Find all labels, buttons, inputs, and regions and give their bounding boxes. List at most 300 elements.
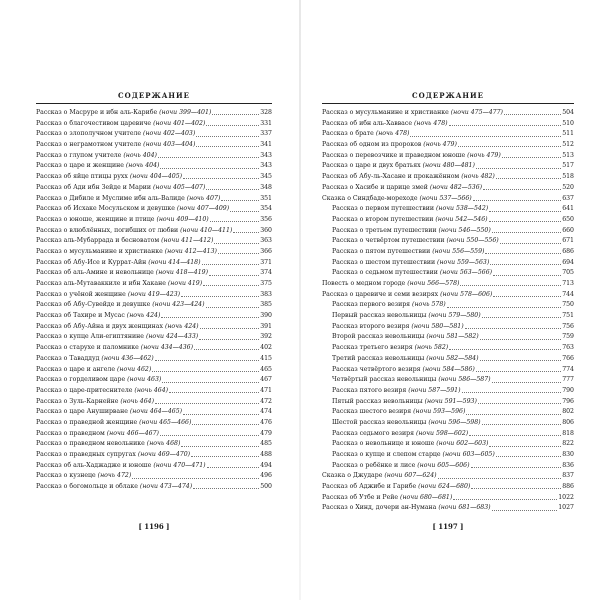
toc-entry	[322, 418, 574, 429]
toc-entry-text	[332, 365, 475, 376]
toc-entry	[36, 343, 272, 354]
toc-entry-nights: (ночь 468)	[146, 440, 181, 448]
toc-entry-page: 479	[260, 429, 272, 437]
toc-leader-dots	[466, 409, 561, 415]
toc-entry-text	[36, 226, 232, 237]
toc-entry-nights: (ночь 424)	[164, 322, 199, 330]
toc-entry-nights: (ночи 579—580)	[428, 312, 481, 320]
toc-entry-page: 777	[562, 376, 574, 384]
toc-entry-title: Рассказ шестого везиря	[332, 408, 412, 416]
toc-entry-page: 345	[260, 173, 272, 181]
toc-leader-dots	[489, 441, 561, 447]
toc-entry-nights: (ночи 419)	[167, 280, 203, 287]
toc-entry	[36, 226, 272, 237]
toc-entry-nights: (ночи 482—536)	[429, 183, 483, 191]
toc-entry-page: 371	[260, 258, 272, 266]
toc-entry-page: 694	[562, 258, 574, 266]
toc-entry	[36, 375, 272, 386]
toc-entry-nights: (ночи 419—423)	[127, 290, 181, 298]
toc-entry-nights: (ночи 680—681)	[400, 493, 453, 501]
toc-entry	[322, 311, 574, 322]
toc-entry-text	[322, 140, 457, 151]
toc-entry	[322, 343, 574, 354]
toc-entry-page: 744	[562, 290, 574, 298]
toc-leader-dots	[476, 163, 561, 169]
toc-leader-dots	[471, 462, 562, 468]
toc-entry-title: Рассказ об Ади ибн Зейде и Марии	[36, 183, 152, 191]
toc-leader-dots	[449, 120, 562, 126]
toc-entry	[322, 204, 574, 215]
toc-entry-page: 331	[260, 119, 272, 127]
toc-leader-dots	[203, 280, 259, 286]
toc-entry-text	[322, 172, 495, 183]
toc-leader-dots	[192, 419, 259, 425]
toc-entry	[36, 119, 272, 130]
toc-entry	[36, 247, 272, 258]
toc-entry-text	[36, 215, 209, 226]
toc-entry	[36, 140, 272, 151]
toc-entry-title: Рассказ о праведной женщине	[36, 418, 138, 426]
toc-entry-text	[322, 493, 452, 504]
toc-entry	[322, 129, 574, 140]
left-toc-list	[36, 108, 272, 493]
toc-leader-dots	[478, 398, 561, 404]
toc-entry-page: 822	[562, 440, 574, 448]
toc-entry-nights: (ночь 404)	[125, 162, 160, 170]
toc-entry-title: Рассказ об Утбе и Рейе	[322, 493, 399, 501]
toc-entry-nights: (ночи 418—419)	[155, 269, 209, 277]
toc-entry-nights: (ночи 470—471)	[153, 461, 206, 469]
toc-entry	[36, 151, 272, 162]
toc-entry	[322, 183, 574, 194]
toc-entry-page: 510	[562, 119, 574, 127]
toc-entry-page: 518	[562, 173, 574, 181]
toc-entry-text	[322, 183, 482, 194]
toc-leader-dots	[162, 377, 259, 383]
toc-leader-dots	[199, 334, 259, 340]
toc-entry-page: 759	[562, 333, 574, 341]
toc-entry-title: Рассказ об аль-Амине и невольнице	[36, 269, 154, 277]
toc-entry-nights: (ночь 479)	[467, 151, 501, 159]
left-page-header: СОДЕРЖАНИЕ	[118, 91, 190, 100]
toc-entry-page: 351	[260, 194, 272, 202]
toc-entry-nights: (ночи 412—413)	[164, 247, 217, 255]
toc-entry-text	[332, 461, 470, 472]
toc-leader-dots	[214, 238, 259, 244]
toc-entry-title: Рассказ пятого везиря	[332, 386, 407, 394]
toc-entry-title: Рассказ об Аджибе и Гарибе	[322, 483, 417, 491]
toc-leader-dots	[496, 451, 561, 457]
toc-entry-page: 383	[260, 290, 272, 298]
toc-leader-dots	[449, 344, 561, 350]
toc-leader-dots	[485, 248, 561, 254]
toc-entry-nights: (ночи 624—680)	[418, 483, 471, 491]
toc-entry-text	[322, 482, 470, 493]
toc-entry-title: Рассказ о четвёртом путешествии	[332, 237, 445, 245]
toc-leader-dots	[183, 409, 259, 415]
toc-entry-nights: (ночь 472)	[97, 472, 132, 480]
toc-entry-page: 671	[562, 237, 574, 245]
toc-entry-text	[36, 194, 220, 205]
toc-entry-nights: (ночи 410—411)	[180, 226, 233, 234]
toc-leader-dots	[500, 238, 562, 244]
toc-leader-dots	[438, 473, 562, 479]
toc-leader-dots	[193, 483, 259, 489]
toc-leader-dots	[492, 227, 561, 233]
toc-entry-text	[36, 418, 191, 429]
toc-entry-nights: (ночи 399—401)	[159, 109, 212, 116]
toc-entry	[36, 236, 272, 247]
toc-entry-nights: (ночи 566—578)	[407, 280, 460, 287]
toc-leader-dots	[447, 302, 562, 308]
toc-entry-title: Рассказ о мусульманине и христианке	[322, 109, 449, 116]
toc-entry-nights: (ночи 409—410)	[156, 215, 209, 223]
toc-entry-text	[332, 236, 499, 247]
toc-leader-dots	[480, 355, 562, 361]
toc-entry	[322, 279, 574, 290]
toc-entry-text	[36, 450, 190, 461]
toc-entry	[322, 140, 574, 151]
toc-entry-page: 402	[260, 344, 272, 352]
toc-entry-page: 375	[260, 280, 272, 287]
toc-entry	[36, 365, 272, 376]
toc-entry-title: Пятый рассказ невольницы	[332, 397, 423, 405]
toc-entry-nights: (ночь 478)	[413, 119, 448, 127]
toc-entry-text	[36, 204, 229, 215]
toc-entry-page: 641	[562, 205, 574, 213]
toc-entry-nights: (ночи 404—405)	[129, 173, 183, 181]
toc-entry-title: Рассказ о праведных супругах	[36, 451, 136, 458]
toc-entry-text	[36, 482, 192, 493]
toc-entry-page: 774	[562, 365, 574, 373]
toc-entry-text	[36, 151, 157, 162]
toc-leader-dots	[465, 323, 562, 329]
toc-entry-title: Рассказ об яйце птицы рухх	[36, 173, 128, 181]
toc-entry-text	[36, 119, 205, 130]
toc-entry-page: 637	[562, 194, 574, 202]
toc-leader-dots	[489, 206, 561, 212]
toc-entry-page: 836	[562, 461, 574, 469]
toc-entry	[36, 332, 272, 343]
toc-entry-page: 363	[260, 237, 272, 245]
toc-entry-title: Сказка о Синдбаде-мореходе	[322, 194, 418, 202]
toc-entry	[36, 471, 272, 482]
toc-entry	[322, 215, 574, 226]
toc-entry-nights: (ночи 587—591)	[408, 386, 461, 394]
toc-entry-text	[36, 268, 208, 279]
toc-entry-text	[36, 439, 180, 450]
toc-entry-title: Рассказ о глупом учителе	[36, 151, 122, 159]
toc-entry-title: Рассказ о Хинд, дочери ан-Нумана	[322, 504, 437, 512]
toc-entry-nights: (ночь 407)	[186, 194, 221, 202]
toc-entry-page: 513	[562, 151, 574, 159]
toc-entry-title: Рассказ о Дибиле и Муслиме ибн аль-Валиде	[36, 194, 185, 202]
toc-entry-nights: (ночи 411—412)	[161, 237, 214, 245]
toc-entry-text	[36, 247, 217, 258]
toc-entry	[36, 300, 272, 311]
toc-leader-dots	[480, 334, 562, 340]
toc-entry-title: Рассказ о пятом путешествии	[332, 247, 431, 255]
toc-entry-text	[36, 172, 182, 183]
toc-entry-page: 337	[260, 130, 272, 138]
toc-entry-title: Рассказ об Тахире и Мусас	[36, 312, 125, 320]
toc-entry-page: 485	[260, 440, 272, 448]
toc-entry-title: Рассказ о юноше, женщине и птице	[36, 215, 155, 223]
toc-entry-page: 392	[260, 333, 272, 341]
toc-entry	[36, 161, 272, 172]
toc-entry-title: Рассказ седьмого везиря	[332, 429, 414, 437]
toc-entry-title: Рассказ о перевозчике и праведном юноше	[322, 151, 466, 159]
toc-entry-title: Рассказ о невольнице и юноше	[332, 440, 435, 448]
toc-entry-text	[332, 204, 488, 215]
toc-entry-text	[322, 194, 472, 205]
toc-entry-page: 476	[260, 418, 272, 426]
toc-entry-nights: (ночи 681—683)	[438, 504, 491, 512]
toc-entry-text	[36, 108, 211, 119]
toc-entry-page: 818	[562, 429, 574, 437]
toc-entry-text	[322, 119, 448, 130]
toc-leader-dots	[471, 483, 561, 489]
toc-entry-text	[332, 332, 479, 343]
toc-entry-nights: (ночи 462)	[117, 365, 152, 373]
toc-entry-page: 471	[260, 386, 272, 394]
toc-entry-page: 517	[562, 162, 574, 170]
toc-entry-page: 512	[562, 141, 574, 149]
toc-entry-title: Четвёртый рассказ невольницы	[332, 376, 437, 384]
toc-leader-dots	[160, 163, 259, 169]
toc-entry-text	[332, 354, 479, 365]
toc-entry-page: 360	[260, 226, 272, 234]
toc-entry-text	[332, 343, 448, 354]
toc-entry-nights: (ночи 582—584)	[426, 354, 479, 362]
toc-entry-text	[332, 247, 484, 258]
toc-entry-title: Рассказ об Абу-Сувейде и девушке	[36, 301, 151, 309]
toc-entry-title: Рассказ о злополучном учителе	[36, 130, 142, 138]
toc-entry-title: Рассказ о учёной женщине	[36, 290, 126, 298]
toc-entry-title: Рассказ о благочестивом царевиче	[36, 119, 152, 127]
toc-entry-nights: (ночи 607—624)	[384, 472, 437, 480]
toc-leader-dots	[493, 291, 561, 297]
toc-entry-text	[36, 471, 131, 482]
toc-entry	[36, 258, 272, 269]
toc-entry-page: 713	[562, 280, 574, 287]
toc-entry-title: Рассказ об Абу-Исе и Куррат-Айн	[36, 258, 147, 266]
toc-entry-title: Рассказ аль-Мутаваккиле и ибн Хакане	[36, 280, 166, 287]
toc-entry-text	[332, 418, 481, 429]
toc-entry-title: Повесть о медном городе	[322, 280, 406, 287]
toc-leader-dots	[453, 494, 557, 500]
toc-entry-text	[332, 215, 488, 226]
toc-entry-title: Рассказ о купце и слепом старце	[332, 451, 441, 458]
toc-leader-dots	[233, 227, 259, 233]
toc-entry-nights: (ночи 546—550)	[438, 226, 491, 234]
toc-entry-nights: (ночь 478)	[375, 130, 410, 138]
toc-entry-text	[36, 279, 202, 290]
toc-entry	[36, 204, 272, 215]
toc-entry-text	[322, 471, 437, 482]
toc-entry	[322, 151, 574, 162]
toc-entry-title: Рассказ об Исхаке Мосульском и девушке	[36, 205, 175, 213]
toc-entry-nights: (ночи 578—606)	[440, 290, 493, 298]
toc-entry-nights: (ночи 581—582)	[426, 333, 479, 341]
toc-entry-text	[36, 161, 159, 172]
toc-entry	[322, 322, 574, 333]
toc-entry-text	[332, 450, 495, 461]
toc-leader-dots	[191, 451, 259, 457]
toc-entry-nights: (ночь 582)	[414, 344, 449, 352]
toc-leader-dots	[469, 430, 561, 436]
toc-leader-dots	[155, 398, 259, 404]
toc-entry	[36, 429, 272, 440]
toc-leader-dots	[482, 419, 562, 425]
toc-entry-title: Рассказ о шестом путешествии	[332, 258, 436, 266]
toc-entry-text	[36, 354, 154, 365]
toc-entry-page: 763	[562, 344, 574, 352]
toc-entry-title: Рассказ о Таваддуд	[36, 354, 100, 362]
toc-entry	[322, 365, 574, 376]
toc-leader-dots	[152, 366, 259, 372]
toc-leader-dots	[155, 355, 260, 361]
toc-entry-nights: (ночи 598—602)	[415, 429, 469, 437]
toc-entry-text	[36, 375, 161, 386]
toc-entry	[322, 172, 574, 183]
toc-leader-dots	[221, 195, 259, 201]
toc-entry-text	[322, 290, 492, 301]
toc-entry-text	[36, 386, 168, 397]
toc-entry-page: 790	[562, 386, 574, 394]
toc-entry-nights: (ночи 584—586)	[422, 365, 475, 373]
toc-leader-dots	[202, 259, 260, 265]
toc-entry-title: Рассказ аль-Мубаррада и бесноватом	[36, 237, 160, 245]
toc-leader-dots	[490, 259, 561, 265]
toc-entry-page: 802	[562, 408, 574, 416]
toc-entry-page: 511	[562, 130, 574, 138]
toc-entry	[322, 258, 574, 269]
toc-entry-page: 830	[562, 451, 574, 458]
toc-entry-page: 1027	[558, 504, 574, 512]
toc-entry-page: 415	[260, 354, 272, 362]
toc-entry-nights: (ночи 580—581)	[411, 322, 464, 330]
toc-entry-nights: (ночи 538—542)	[435, 205, 489, 213]
toc-entry-title: Рассказ о царе Ануширване	[36, 408, 128, 416]
toc-entry-nights: (ночи 602—603)	[436, 440, 489, 448]
toc-entry-page: 467	[260, 376, 272, 384]
toc-entry-nights: (ночи 559—563)	[437, 258, 490, 266]
toc-entry-title: Рассказ четвёртого везиря	[332, 365, 421, 373]
toc-leader-dots	[230, 206, 259, 212]
toc-entry-page: 504	[562, 109, 574, 116]
toc-entry	[36, 215, 272, 226]
toc-entry-text	[36, 258, 201, 269]
toc-entry-title: Рассказ о мусульманине и христианке	[36, 247, 163, 255]
toc-entry-text	[322, 279, 459, 290]
toc-entry	[322, 236, 574, 247]
toc-entry-title: Рассказ об Абу-ль-Хасане и прокажённом	[322, 173, 460, 181]
toc-entry-title: Рассказ второго везиря	[332, 322, 410, 330]
toc-entry	[322, 290, 574, 301]
toc-entry-page: 385	[260, 301, 272, 309]
toc-entry-title: Рассказ о царе-притеснителе	[36, 386, 133, 394]
toc-entry-page: 705	[562, 269, 574, 277]
toc-entry	[36, 183, 272, 194]
toc-entry-nights: (ночи 556—559)	[432, 247, 485, 255]
toc-entry-page: 348	[260, 183, 272, 191]
toc-entry-nights: (ночи 401—402)	[153, 119, 206, 127]
toc-entry-text	[332, 439, 488, 450]
toc-entry-text	[322, 161, 475, 172]
toc-entry-page: 374	[260, 269, 272, 277]
toc-entry-nights: (ночи 414—418)	[148, 258, 201, 266]
toc-entry-nights: (ночи 469—470)	[137, 451, 191, 458]
toc-entry	[36, 268, 272, 279]
toc-entry-text	[36, 311, 160, 322]
toc-entry	[36, 311, 272, 322]
toc-entry	[322, 450, 574, 461]
toc-leader-dots	[200, 323, 260, 329]
toc-leader-dots	[492, 505, 558, 511]
toc-entry-nights: (ночи 480—481)	[422, 162, 475, 170]
toc-entry	[36, 322, 272, 333]
toc-leader-dots	[161, 312, 259, 318]
toc-entry	[36, 386, 272, 397]
toc-entry	[322, 119, 574, 130]
toc-entry-text	[322, 129, 409, 140]
toc-leader-dots	[502, 152, 561, 158]
toc-entry-title: Рассказ о седьмом путешествии	[332, 269, 438, 277]
toc-entry	[36, 172, 272, 183]
toc-leader-dots	[210, 216, 260, 222]
toc-entry-title: Рассказ об ибн аль-Хаввасе	[322, 119, 412, 127]
toc-entry-page: 356	[260, 215, 272, 223]
toc-leader-dots	[160, 430, 259, 436]
toc-entry-title: Рассказ о Зуль-Карнейне	[36, 397, 119, 405]
toc-entry-page: 366	[260, 247, 272, 255]
toc-entry	[36, 354, 272, 365]
toc-entry-text	[322, 503, 491, 514]
toc-entry-nights: (ночи 402—403)	[143, 130, 196, 138]
toc-entry-title: Рассказ о горделивом царе	[36, 376, 126, 384]
toc-entry	[322, 108, 574, 119]
toc-entry-nights: (ночи 403—404)	[143, 141, 196, 149]
toc-entry	[322, 439, 574, 450]
toc-entry-title: Рассказ о царе и ангеле	[36, 365, 116, 373]
toc-entry-nights: (ночи 466—467)	[106, 429, 159, 437]
toc-entry-nights: (ночи 434—436)	[140, 344, 194, 352]
toc-entry-text	[36, 129, 195, 140]
toc-leader-dots	[206, 302, 260, 308]
toc-leader-dots	[218, 248, 259, 254]
toc-entry-title: Рассказ о праведном невольнике	[36, 440, 145, 448]
toc-leader-dots	[473, 195, 561, 201]
toc-entry-page: 751	[562, 312, 574, 320]
toc-entry-page: 474	[260, 408, 272, 416]
toc-entry-nights: (ночи 465—466)	[139, 418, 192, 426]
toc-entry	[322, 461, 574, 472]
toc-entry-text	[332, 397, 477, 408]
toc-entry-page: 465	[260, 365, 272, 373]
toc-entry	[322, 397, 574, 408]
toc-leader-dots	[410, 131, 561, 137]
toc-entry-text	[36, 397, 154, 408]
toc-leader-dots	[212, 109, 259, 115]
toc-entry-page: 806	[562, 418, 574, 426]
toc-entry	[322, 482, 574, 493]
toc-entry-text	[322, 108, 503, 119]
toc-entry	[322, 194, 574, 205]
toc-entry	[36, 290, 272, 301]
toc-entry-nights: (ночи 542—546)	[435, 215, 488, 223]
toc-entry	[322, 375, 574, 386]
